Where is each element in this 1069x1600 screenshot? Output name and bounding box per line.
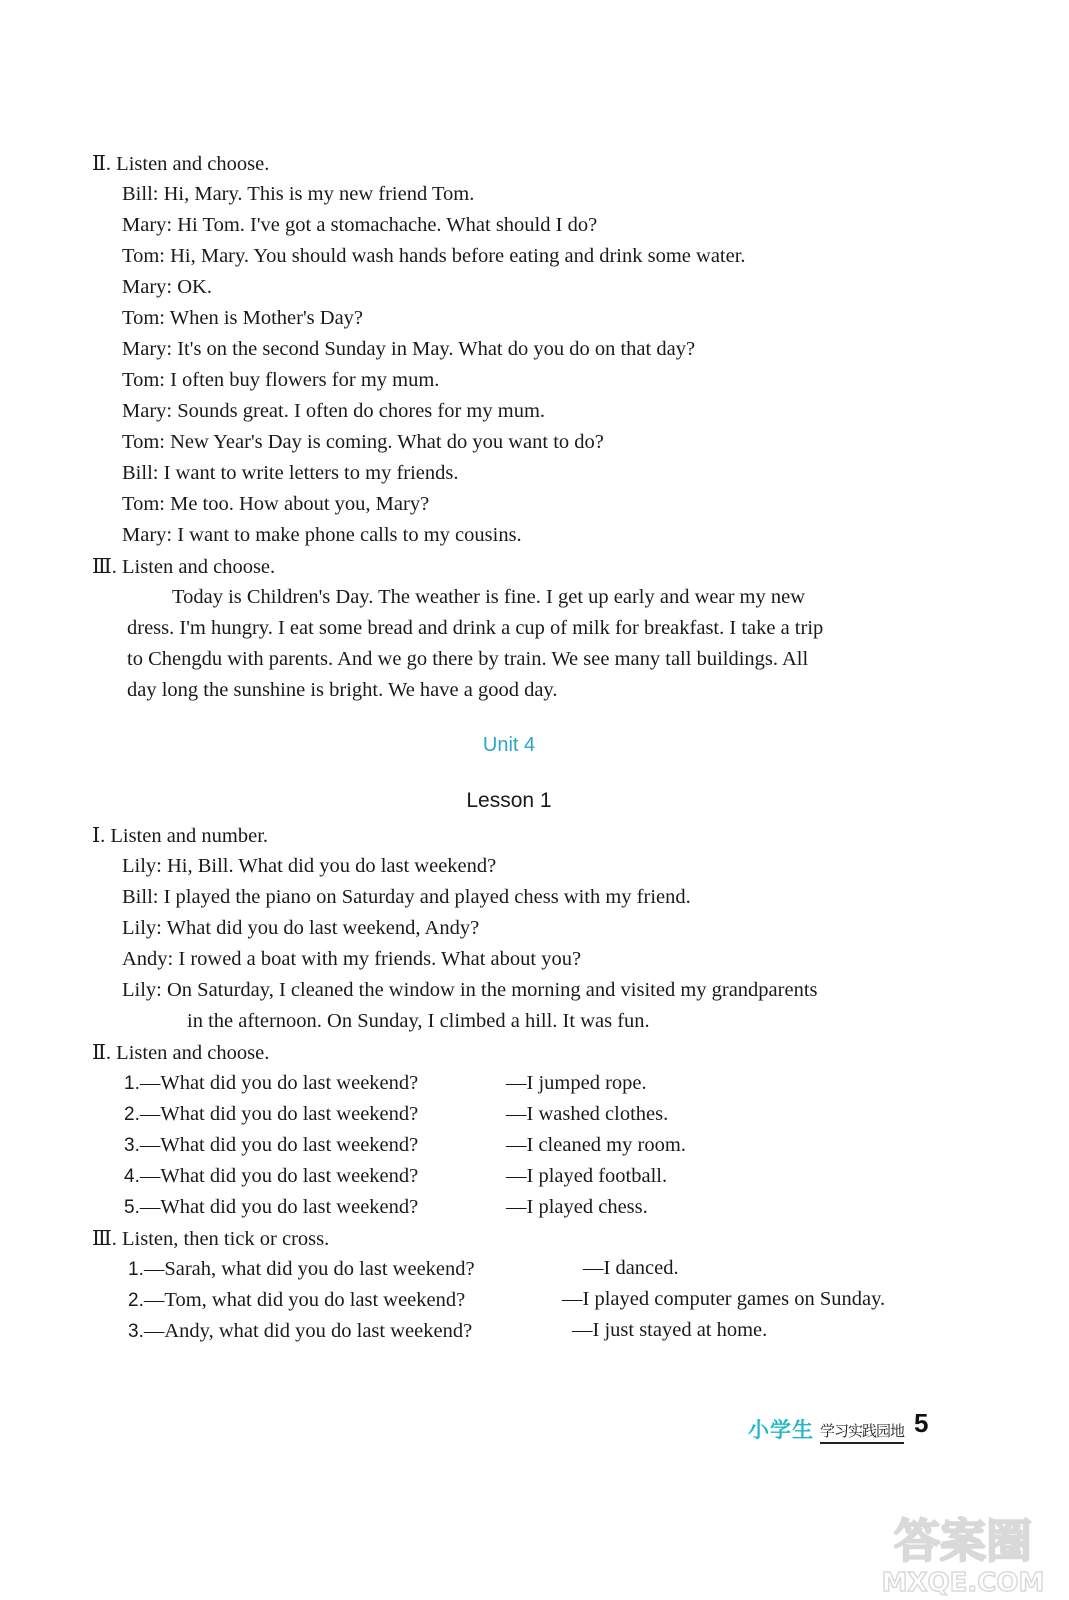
line-text: Hi, Bill. What did you do last weekend? [166, 855, 497, 877]
answer-text: —I played football. [506, 1165, 668, 1187]
section-heading-listen-choose-2: Ⅱ. Listen and choose. [92, 153, 270, 175]
section-heading-tick-cross: Ⅲ. Listen, then tick or cross. [92, 1228, 330, 1250]
speaker: Lily: [122, 979, 162, 1001]
dialogue-line [122, 398, 545, 424]
answer-text: —I jumped rope. [506, 1072, 647, 1094]
line-text: I want to write letters to my friends. [163, 462, 459, 484]
unit-title: Unit 4 [482, 734, 536, 756]
dialogue-line [122, 336, 695, 362]
dialogue-continuation: in the afternoon. On Sunday, I climbed a hill. It was fun. [187, 1010, 650, 1032]
speaker: Tom: [122, 307, 165, 329]
answer-text: —I played computer games on Sunday. [562, 1288, 886, 1310]
line-text: I played the piano on Saturday and played chess with my friend. [163, 886, 691, 908]
paragraph-line: day long the sunshine is bright. We have a good day. [127, 679, 558, 701]
question-item [128, 1318, 472, 1345]
item-number: 2. [128, 1290, 144, 1311]
watermark-logo [868, 1505, 1058, 1597]
line-text: Me too. How about you, Mary? [170, 493, 430, 515]
speaker: Tom: [122, 431, 165, 453]
question-item [124, 1101, 418, 1128]
item-number: 2. [124, 1104, 140, 1125]
question-item [124, 1163, 418, 1190]
brand-main-text: 小学生 [748, 1418, 814, 1442]
dialogue-line [122, 491, 429, 517]
line-text: New Year's Day is coming. What do you want to do? [170, 431, 604, 453]
line-text: On Saturday, I cleaned the window in the morning and visited my grandparents [166, 979, 818, 1001]
dialogue-line [122, 212, 597, 238]
question-text: —Andy, what did you do last weekend? [143, 1320, 473, 1342]
question-item [128, 1287, 465, 1314]
item-number: 3. [124, 1135, 140, 1156]
speaker: Andy: [122, 948, 174, 970]
question-text: —Sarah, what did you do last weekend? [143, 1258, 475, 1280]
line-text: Hi, Mary. You should wash hands before eating and drink some water. [170, 245, 746, 267]
answer-text: —I just stayed at home. [572, 1319, 768, 1341]
brand-sub-text: 学习实践园地 [820, 1420, 904, 1444]
question-item [128, 1256, 475, 1283]
dialogue-line [122, 460, 459, 486]
page-number: 5 [914, 1408, 929, 1438]
question-text: —What did you do last weekend? [139, 1196, 419, 1218]
dialogue-line [122, 305, 363, 331]
question-item [124, 1194, 418, 1221]
answer-text: —I washed clothes. [506, 1103, 669, 1125]
line-text: I often buy flowers for my mum. [170, 369, 440, 391]
question-text: —What did you do last weekend? [139, 1165, 419, 1187]
brand-logo [748, 1410, 904, 1444]
dialogue-line [122, 429, 604, 455]
question-item [124, 1132, 418, 1159]
line-text: OK. [177, 276, 212, 298]
line-text: What did you do last weekend, Andy? [166, 917, 480, 939]
item-number: 1. [124, 1073, 140, 1094]
paragraph-line: dress. I'm hungry. I eat some bread and drink a cup of milk for breakfast. I take a trip [127, 617, 824, 639]
dialogue-line [122, 946, 581, 972]
question-item [124, 1070, 418, 1097]
paragraph-line: Today is Children's Day. The weather is fine. I get up early and wear my new [172, 586, 806, 608]
paragraph-line: to Chengdu with parents. And we go there by train. We see many tall buildings. All [127, 648, 809, 670]
speaker: Bill: [122, 183, 159, 205]
speaker: Mary: [122, 524, 173, 546]
dialogue-line [122, 181, 474, 207]
line-text: It's on the second Sunday in May. What do you do on that day? [177, 338, 696, 360]
speaker: Bill: [122, 886, 159, 908]
section-heading-listen-number: Ⅰ. Listen and number. [92, 825, 269, 847]
dialogue-line [122, 853, 496, 879]
speaker: Tom: [122, 493, 165, 515]
speaker: Tom: [122, 245, 165, 267]
dialogue-line [122, 884, 691, 910]
speaker: Lily: [122, 917, 162, 939]
item-number: 3. [128, 1321, 144, 1342]
section-heading-listen-choose-3: Ⅲ. Listen and choose. [92, 556, 276, 578]
watermark-top-text: 答案圈 [894, 1514, 1032, 1568]
dialogue-line [122, 367, 439, 393]
answer-text: —I played chess. [506, 1196, 648, 1218]
line-text: Hi, Mary. This is my new friend Tom. [163, 183, 475, 205]
item-number: 1. [128, 1259, 144, 1280]
answer-text: —I cleaned my room. [506, 1134, 686, 1156]
speaker: Mary: [122, 214, 173, 236]
speaker: Bill: [122, 462, 159, 484]
speaker: Mary: [122, 276, 173, 298]
item-number: 4. [124, 1166, 140, 1187]
speaker: Mary: [122, 338, 173, 360]
question-text: —What did you do last weekend? [139, 1072, 419, 1094]
lesson-title: Lesson 1 [466, 789, 552, 812]
speaker: Mary: [122, 400, 173, 422]
question-text: —Tom, what did you do last weekend? [143, 1289, 466, 1311]
speaker: Tom: [122, 369, 165, 391]
dialogue-line [122, 977, 818, 1003]
line-text: I want to make phone calls to my cousins. [177, 524, 522, 546]
dialogue-line [122, 243, 746, 269]
answer-text: —I danced. [583, 1257, 679, 1279]
dialogue-line [122, 915, 479, 941]
speaker: Lily: [122, 855, 162, 877]
dialogue-line [122, 274, 212, 300]
question-text: —What did you do last weekend? [139, 1103, 419, 1125]
item-number: 5. [124, 1197, 140, 1218]
section-heading-listen-choose: Ⅱ. Listen and choose. [92, 1042, 270, 1064]
line-text: Sounds great. I often do chores for my mum. [177, 400, 546, 422]
dialogue-line [122, 522, 522, 548]
line-text: I rowed a boat with my friends. What about you? [178, 948, 582, 970]
watermark-bottom-text: MXQE.COM [881, 1568, 1045, 1597]
line-text: Hi Tom. I've got a stomachache. What should I do? [177, 214, 598, 236]
line-text: When is Mother's Day? [169, 307, 364, 329]
question-text: —What did you do last weekend? [139, 1134, 419, 1156]
